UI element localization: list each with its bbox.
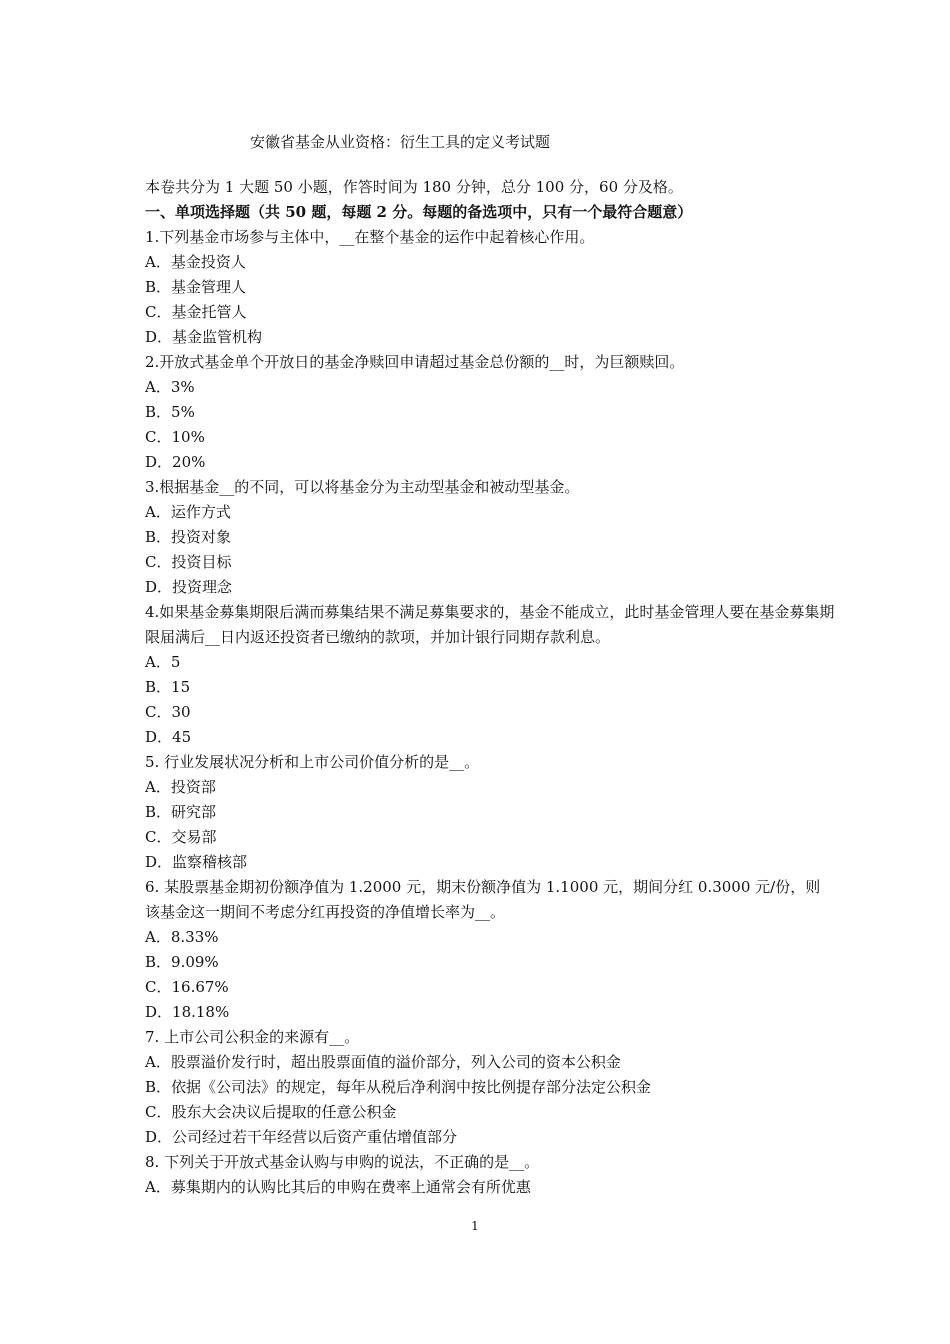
question-6 <box>145 875 835 1025</box>
option-a: A．募集期内的认购比其后的申购在费率上通常会有所优惠 <box>145 1178 531 1196</box>
option-c: C．交易部 <box>145 828 217 846</box>
option-a: A．5 <box>145 653 181 671</box>
option-a: A．股票溢价发行时，超出股票面值的溢价部分，列入公司的资本公积金 <box>145 1053 621 1071</box>
question-8 <box>145 1150 835 1200</box>
question-text: 2.开放式基金单个开放日的基金净赎回申请超过基金总份额的__时，为巨额赎回。 <box>145 353 685 371</box>
option-b: B．15 <box>145 678 191 696</box>
exam-intro: 本卷共分为 1 大题 50 小题，作答时间为 180 分钟，总分 100 分，60 分及格。 <box>145 178 683 196</box>
document-title: 安徽省基金从业资格：衍生工具的定义考试题 <box>250 133 551 151</box>
option-b: B．5% <box>145 403 195 421</box>
question-text: 6. 某股票基金期初份额净值为 1.2000 元，期末份额净值为 1.1000 元，期间分红 0.3000 元/份，则该基金这一期间不考虑分红再投资的净值增长率为__。 <box>145 878 821 921</box>
option-d: D．公司经过若干年经营以后资产重估增值部分 <box>145 1128 458 1146</box>
question-text: 7. 上市公司公积金的来源有__。 <box>145 1028 360 1046</box>
option-a: A．投资部 <box>145 778 216 796</box>
question-2 <box>145 350 835 475</box>
question-5 <box>145 750 835 875</box>
option-d: D．投资理念 <box>145 578 233 596</box>
option-d: D．45 <box>145 728 192 746</box>
question-1 <box>145 225 835 350</box>
page-number: 1 <box>471 1219 479 1233</box>
option-b: B．依据《公司法》的规定，每年从税后净利润中按比例提存部分法定公积金 <box>145 1078 652 1096</box>
option-a: A．3% <box>145 378 195 396</box>
option-c: C．16.67% <box>145 978 229 996</box>
option-b: B．9.09% <box>145 953 219 971</box>
question-text: 3.根据基金__的不同，可以将基金分为主动型基金和被动型基金。 <box>145 478 580 496</box>
option-a: A．8.33% <box>145 928 219 946</box>
option-a: A．基金投资人 <box>145 253 246 271</box>
option-b: B．基金管理人 <box>145 278 247 296</box>
section-heading: 一、单项选择题（共 50 题，每题 2 分。每题的备选项中，只有一个最符合题意） <box>145 203 693 221</box>
option-d: D．监察稽核部 <box>145 853 248 871</box>
option-c: C．投资目标 <box>145 553 232 571</box>
option-d: D．20% <box>145 453 206 471</box>
option-c: C．10% <box>145 428 205 446</box>
question-text: 1.下列基金市场参与主体中，__在整个基金的运作中起着核心作用。 <box>145 228 595 246</box>
option-c: C．基金托管人 <box>145 303 247 321</box>
option-c: C．股东大会决议后提取的任意公积金 <box>145 1103 397 1121</box>
question-text: 8. 下列关于开放式基金认购与申购的说法，不正确的是__。 <box>145 1153 540 1171</box>
question-4 <box>145 600 835 750</box>
option-d: D．基金监管机构 <box>145 328 263 346</box>
option-b: B．投资对象 <box>145 528 232 546</box>
question-text: 5. 行业发展状况分析和上市公司价值分析的是__。 <box>145 753 480 771</box>
question-text: 4.如果基金募集期限后满而募集结果不满足募集要求的，基金不能成立，此时基金管理人要在基金募集期限届满后__日内返还投资者已缴纳的款项，并加计银行同期存款利息。 <box>145 603 835 646</box>
option-c: C．30 <box>145 703 191 721</box>
option-a: A．运作方式 <box>145 503 231 521</box>
document-body <box>145 175 835 1200</box>
question-7 <box>145 1025 835 1150</box>
option-b: B．研究部 <box>145 803 217 821</box>
option-d: D．18.18% <box>145 1003 230 1021</box>
question-3 <box>145 475 835 600</box>
